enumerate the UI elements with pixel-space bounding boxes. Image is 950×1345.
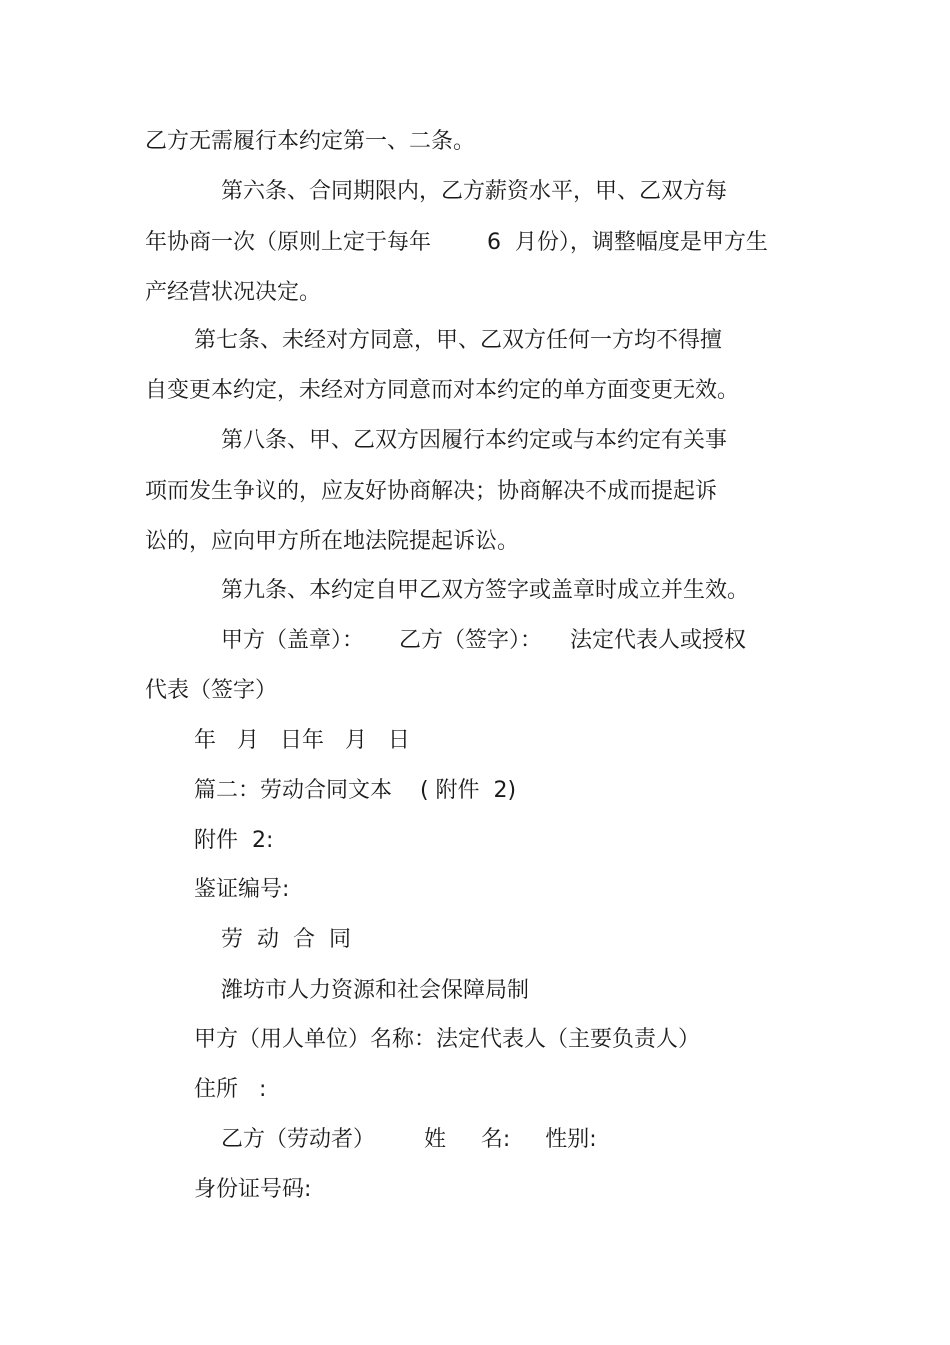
text-line-14: 篇二：劳动合同文本 ( 附件 2) — [194, 778, 517, 803]
text-line-21: 乙方（劳动者） 姓 名: 性别: — [221, 1127, 597, 1152]
text-line-22: 身份证号码: — [194, 1177, 312, 1202]
text-line-20: 住所 : — [194, 1077, 267, 1102]
text-line-5: 第七条、未经对方同意，甲、乙双方任何一方均不得擅 — [194, 328, 723, 353]
text-line-17: 劳 动 合 同 — [221, 927, 351, 952]
text-line-9: 讼的，应向甲方所在地法院提起诉讼。 — [145, 529, 520, 554]
text-line-10: 第九条、本约定自甲乙双方签字或盖章时成立并生效。 — [221, 578, 750, 603]
text-line-16: 鉴证编号: — [194, 877, 290, 902]
text-line-11: 甲方（盖章）： 乙方（签字）： 法定代表人或授权 — [221, 628, 746, 653]
text-line-12: 代表（签字） — [145, 678, 278, 703]
text-line-19: 甲方（用人单位）名称：法定代表人（主要负责人） — [194, 1027, 701, 1052]
text-line-8: 项而发生争议的，应友好协商解决；协商解决不成而提起诉 — [145, 479, 718, 504]
text-line-15: 附件 2: — [194, 828, 274, 853]
text-line-18: 潍坊市人力资源和社会保障局制 — [221, 978, 530, 1003]
text-line-4: 产经营状况决定。 — [145, 280, 322, 305]
text-line-6: 自变更本约定，未经对方同意而对本约定的单方面变更无效。 — [145, 378, 740, 403]
text-line-1: 乙方无需履行本约定第一、二条。 — [145, 129, 476, 154]
text-line-7: 第八条、甲、乙双方因履行本约定或与本约定有关事 — [221, 428, 728, 453]
text-line-2: 第六条、合同期限内，乙方薪资水平，甲、乙双方每 — [221, 179, 728, 204]
text-line-13: 年 月 日年 月 日 — [194, 728, 410, 753]
text-line-3: 年协商一次（原则上定于每年 6 月份），调整幅度是甲方生 — [145, 230, 768, 255]
